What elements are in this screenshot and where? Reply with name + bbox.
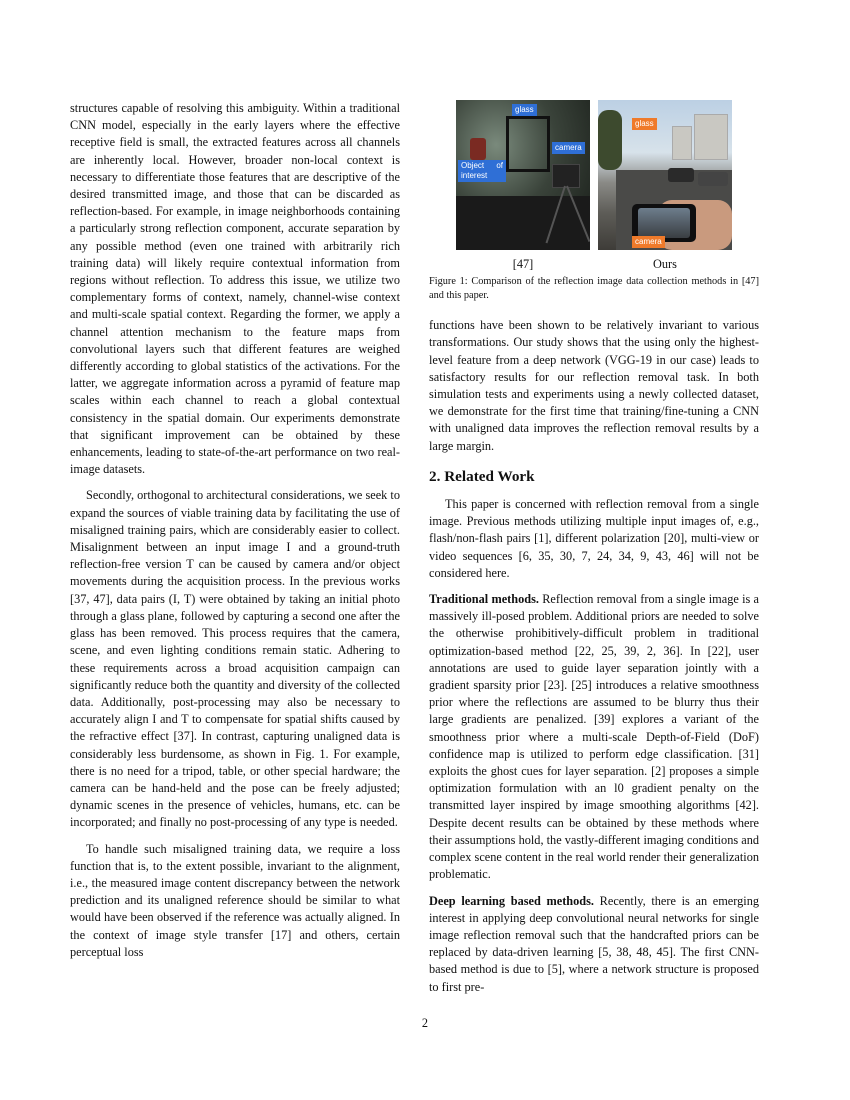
paragraph	[429, 591, 759, 883]
label-ours: Ours	[653, 257, 677, 271]
camera-shape	[552, 164, 580, 188]
section-heading: 2. Related Work	[429, 467, 535, 485]
figure-caption: Figure 1: Comparison of the reflection image data collection methods in [47] and this paper.	[429, 276, 759, 302]
paragraph: To handle such misaligned training data, we require a loss function that is, to the extent possible, invariant to the alignment, i.e., the measured image content discrepancy between the network prediction and its unaligned reference should be similar to what would have been observed if the reference was actually aligned. In the context of image style transfer [17] and others, certain perceptual loss	[70, 841, 400, 959]
glass-frame-shape	[506, 116, 550, 172]
figure-1	[429, 100, 759, 303]
paragraph	[429, 893, 759, 996]
paragraph: This paper is concerned with reflection removal from a single image. Previous methods utilizing multiple input images of, e.g., flash/non-flash pairs [1], different polarization [20], multi-view or video sequences [6, 35, 30, 7, 24, 34, 9, 43, 46] will not be considered here.	[429, 497, 759, 580]
figure-images	[429, 100, 759, 250]
object-shape	[470, 138, 486, 160]
left-column	[70, 100, 400, 970]
camera-tag: camera	[552, 142, 585, 154]
paragraph: functions have been shown to be relatively invariant to various transformations. Our study shows that the using only the highest-level feature from a deep network (VGG-19 in our case) leads to satisfactory results for our reflection removal task. In both simulation tests and experiments using a newly collected dataset, we demonstrate for the first time that training/fine-tuning a CNN with unaligned data improves the reflection removal results by a large margin.	[429, 318, 759, 453]
object-tag: Object of interest	[458, 160, 506, 182]
building-shape	[694, 114, 728, 160]
paragraph-body: Recently, there is an emerging interest in applying deep convolutional neural networks for single image reflection removal such that the handcrafted priors can be replaced by data-driven learning [5, 38, 48, 45]. The first CNN-based method is due to [5], where a network structure is proposed to first pre-	[429, 893, 760, 994]
paragraph-lead: Traditional methods.	[429, 592, 539, 607]
paragraph-lead: Deep learning based methods.	[429, 893, 594, 908]
camera-tag: camera	[632, 236, 665, 248]
car-shape	[698, 172, 728, 186]
car-shape	[668, 168, 694, 182]
glass-tag: glass	[632, 118, 657, 130]
label-previous: [47]	[512, 257, 534, 271]
right-column	[429, 100, 759, 1005]
photo-our-method	[598, 100, 732, 250]
paragraph-body: Reflection removal from a single image is a massively ill-posed problem. Additional priors are needed to solve the otherwise prohibitively-difficult problem in traditional optimization-based method [22, 25, 39, 2, 36]. In [22], user annotations are used to guide layer separation jointly with a gradient sparsity prior [23]. [25] introduces a relative smoothness prior where the reflections are assumed to be blurry thus their large gradients are penalized. [39] explores a variant of the smoothness prior where a multi-scale Depth-of-Field (DoF) confidence map is utilized to perform edge classification. [31] exploits the ghost cues for layer separation. [2] proposes a simple optimization formulation with an l0 gradient penalty on the transmitted layer inspired by image smoothing algorithms [42]. Despite decent results can be obtained by these methods where their assumptions hold, the vastly-different imaging conditions and complex scene content in the real world render their generalization problematic.	[429, 592, 759, 882]
figure-labels	[429, 256, 759, 273]
phone-screen	[638, 208, 690, 238]
glass-tag: glass	[512, 104, 537, 116]
paragraph: structures capable of resolving this ambiguity. Within a traditional CNN model, especially in the early layers where the effective receptive field is small, the extracted features across all channels are inherently local. However, broader non-local context is necessary to differentiate those features that are descriptive of the desired transmitted image, and those that can be discarded as reflection-based. For example, in image neighborhoods containing a particularly strong reflection component, accurate separation by any possible method (even one trained with arbitrarily rich training data) will likely require contextual information from regions without reflection. To address this issue, we utilize two complementary forms of context, namely, channel-wise context and multi-scale spatial context. Regarding the former, we apply a channel attention mechanism to the feature maps from convolutional layers such that different features are weighed differently according to global statistics of the activations. For the latter, we aggregate information across a pyramid of feature map scales within each channel to reach a global contextual consistency in the spatial domain. Our experiments demonstrate that significant improvement can be obtained by these enhancements, leading to state-of-the-art performance on two real-image datasets.	[70, 101, 400, 477]
page-number: 2	[421, 1016, 429, 1030]
tree-shape	[598, 110, 622, 170]
table-shape	[456, 196, 590, 250]
building-shape	[672, 126, 692, 160]
paragraph: Secondly, orthogonal to architectural considerations, we seek to expand the sources of viable training data by facilitating the use of misaligned training pairs, which are considerably easier to collect. Misalignment between an input image I and a ground-truth reflection-free version T can be caused by camera and/or object movements during the acquisition process. In the previous works [37, 47], data pairs (I, T) were obtained by taking an initial photo through a glass plane, followed by capturing a second one after the glass has been removed. This process requires that the camera, scene, and even lighting conditions remain static. Adhering to these requirements across a broad acquisition campaign can significantly reduce both the quantity and diversity of the collected data. Additionally, post-processing may also be necessary to accurately align I and T to compensate for spatial shifts caused by the refractive effect [37]. In contrast, capturing unaligned data is considerably less burdensome, as shown in Fig. 1. For example, there is no need for a tripod, table, or other special hardware; the camera can be hand-held and the pose can be freely adjusted; dynamic scenes in the presence of vehicles, humans, etc. can be incorporated; and finally no post-processing of any type is needed.	[70, 488, 400, 830]
photo-previous-method	[456, 100, 590, 250]
